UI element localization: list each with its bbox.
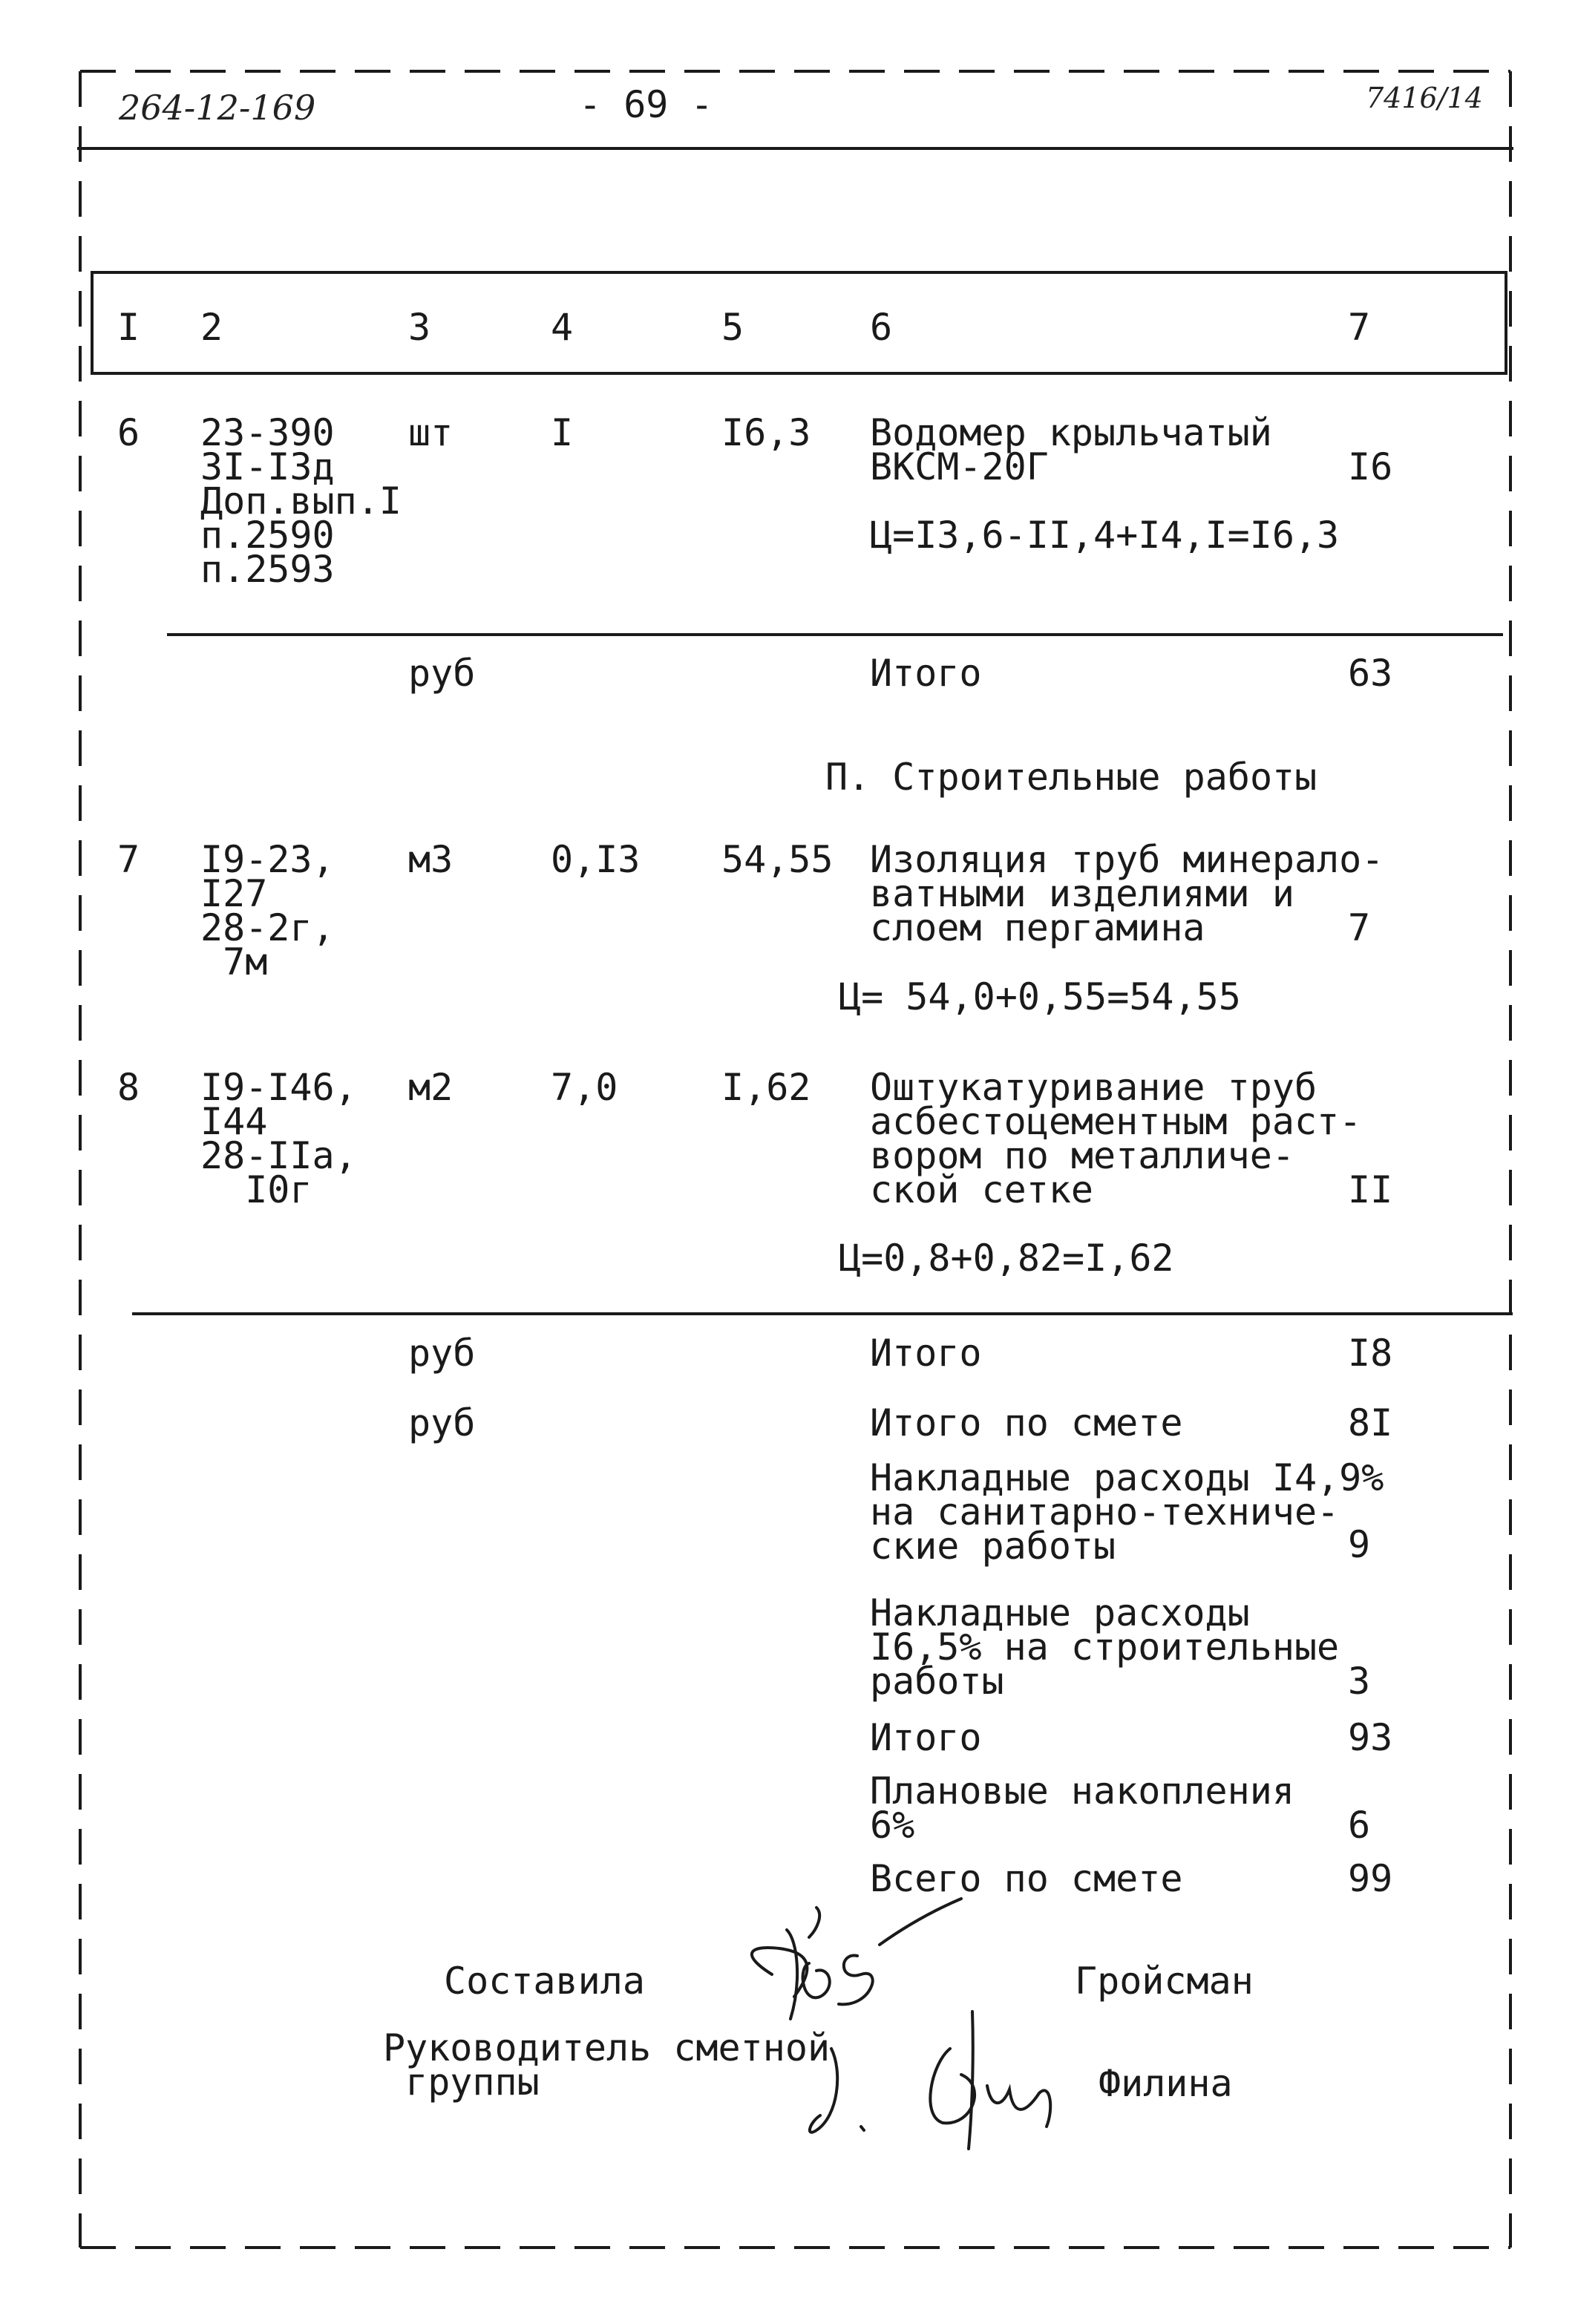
planned-savings-label: Плановые накопления 6% [870,1770,1294,1847]
column-header-4: 4 [551,306,574,349]
subtotal-value: 63 [1348,652,1393,695]
table-row-desc: Водомер крыльчатый ВКСМ-20Г [870,411,1272,488]
column-header-box [91,271,1507,375]
subtotal-unit: руб [408,652,476,695]
compiled-by-name: Гройсман [1075,1960,1254,2003]
estimate-total-value: 8I [1348,1401,1393,1444]
column-header-1: I [117,306,140,349]
table-row-qty: I [551,411,574,454]
table-row-formula: Ц=0,8+0,82=I,62 [839,1237,1174,1280]
table-row-desc: Оштукатуривание труб асбестоцементным раст- вором по металличе- ской сетке [870,1066,1362,1211]
header-rule [77,147,1513,150]
table-row-price: I6,3 [721,411,811,454]
total-label: Итого [870,1716,982,1759]
table-row-qty: 0,I3 [551,838,641,881]
compiled-by-label: Составила [444,1960,645,2003]
planned-savings-value: 6 [1348,1804,1371,1847]
doc-code: 264-12-169 [119,88,316,128]
signature-head [802,2004,1069,2153]
column-header-6: 6 [870,306,893,349]
estimate-total-label: Итого по смете [870,1401,1183,1444]
table-row-code: 23-390 3I-I3д Доп.вып.I п.2590 п.2593 [200,411,402,591]
archive-code: 7416/14 [1366,82,1483,114]
table-row-price: 54,55 [721,838,834,881]
table-row-desc: Изоляция труб минерало- ватными изделиями и слоем пергамина [870,838,1384,949]
grand-total-value: 99 [1348,1857,1393,1900]
grand-total-label: Всего по смете [870,1857,1183,1900]
table-row-formula: Ц= 54,0+0,55=54,55 [839,975,1241,1018]
subtotal-rule-1 [167,633,1503,636]
table-row-total: I6 [1348,445,1393,488]
table-row-price: I,62 [721,1066,811,1109]
table-row-num: 6 [117,411,140,454]
table-row-code: I9-23, I27 28-2г, 7м [200,838,335,983]
section-title: П. Строительные работы [825,756,1317,799]
table-row-num: 7 [117,838,140,881]
table-row-qty: 7,0 [551,1066,618,1109]
overhead-label: Накладные расходы I4,9% на санитарно-техниче- ские работы [870,1456,1384,1568]
head-of-group-label: Руководитель сметной группы [383,2026,831,2104]
subtotal-label: Итого [870,1332,982,1375]
table-row-total: II [1348,1168,1393,1211]
table-row-unit: м2 [408,1066,454,1109]
subtotal-unit: руб [408,1332,476,1375]
column-header-5: 5 [721,306,744,349]
table-row-unit: шт [408,411,454,454]
table-row-formula: Ц=I3,6-II,4+I4,I=I6,3 [870,514,1340,557]
total-value: 93 [1348,1716,1393,1759]
table-row-code: I9-I46, I44 28-IIa, I0г [200,1066,357,1211]
overhead-value: 3 [1348,1660,1371,1703]
overhead-label: Накладные расходы I6,5% на строительные работы [870,1591,1340,1703]
subtotal-label: Итого [870,652,982,695]
subtotal-value: I8 [1348,1332,1393,1375]
table-row-num: 8 [117,1066,140,1109]
column-header-7: 7 [1348,306,1371,349]
column-header-3: 3 [408,306,431,349]
estimate-total-unit: руб [408,1401,476,1444]
column-header-2: 2 [200,306,223,349]
subtotal-rule-2 [132,1312,1513,1315]
head-of-group-name: Филина [1099,2062,1233,2105]
table-row-unit: м3 [408,838,454,881]
table-row-total: 7 [1348,906,1371,949]
overhead-value: 9 [1348,1523,1371,1566]
page-number: - 69 - [579,83,713,126]
